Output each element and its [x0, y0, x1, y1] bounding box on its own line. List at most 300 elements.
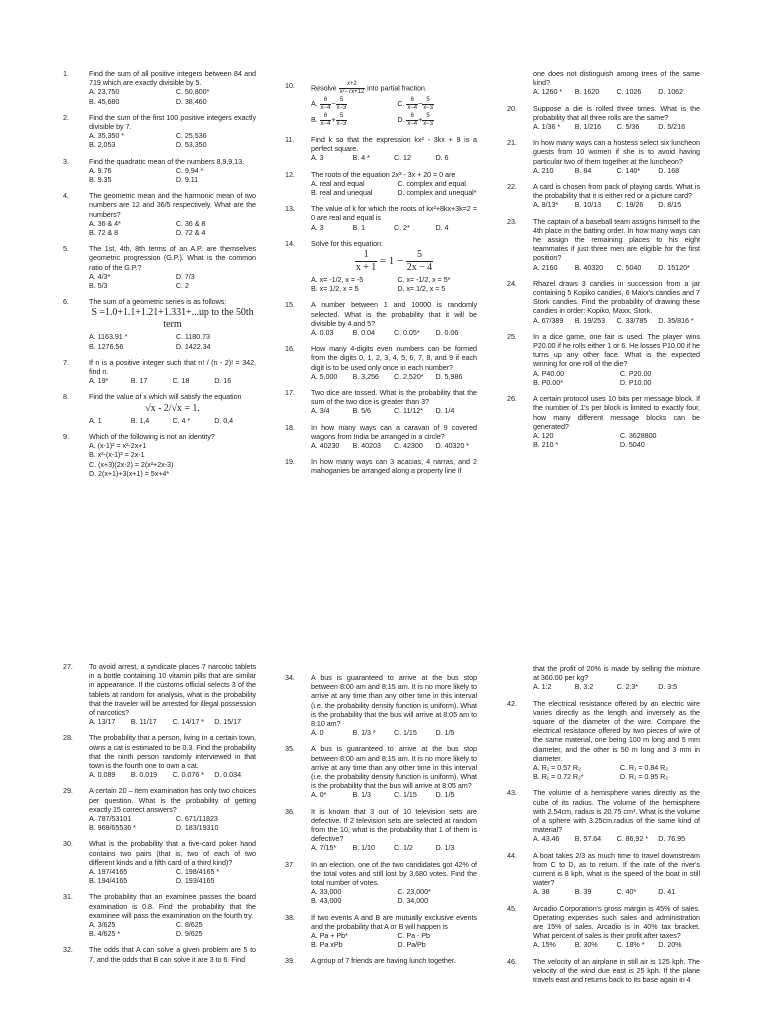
question-text: In how many ways can a hostess select six luncheon guests from 10 women if she is to avoid having particular two of them together at the luncheon? [533, 138, 700, 166]
answer-option: B. 194/4165 [89, 876, 128, 886]
question-number: 39. [285, 956, 295, 966]
answer-option: D. 35/816 * [658, 315, 694, 325]
question-text: A certain 20 – item examination has only two choices per question. What is the probability of getting exactly 15 correct answers? [89, 786, 256, 814]
answer-options [89, 166, 256, 184]
answer-option: B. 5/3 [89, 281, 108, 291]
equation: $\frac{1}{x + 1}$ = 1 − $\frac{5}{2x - 4}$ [355, 249, 433, 274]
question-number: 17. [285, 388, 295, 398]
question-item [507, 394, 700, 450]
answer-option: B. real and unequal [311, 188, 373, 198]
question-item [285, 912, 477, 950]
answer-option: C. R₁ = 0.84 R₂ [619, 763, 669, 773]
answer-option: C. 86.92 * [616, 834, 648, 844]
answer-options [533, 200, 700, 209]
answer-option: D. 1/3 [435, 843, 455, 853]
question-text: To avoid arrest, a syndicate places 7 narcotic tablets in a bottle containing 10 vitamin pills that are similar in appearance. If the customs official selects 3 of the tablets at random for analysis, what is the probability that the traveler will be arrested for illegal possession of narcotics? [89, 662, 256, 718]
answer-options [533, 263, 700, 272]
question-number: 43. [507, 788, 517, 798]
question-item [285, 673, 477, 738]
question-item [285, 422, 477, 451]
question-text: The value of k for which the roots of kx²+8kx+3k=2 = 0 are real and equal is [311, 204, 477, 223]
answer-option: B. 1,4 [130, 415, 150, 425]
answer-options [311, 179, 477, 197]
question-item [285, 81, 477, 128]
question-text: A card is chosen from pack of playing cards. What is the probability that it is either red or a picture card? [533, 182, 700, 201]
answer-option: C. 5040 [616, 262, 642, 272]
answer-option: B. 3:2 [574, 682, 594, 692]
answer-option: C. 14/17 * [172, 717, 204, 727]
answer-option: D. 5,986 [435, 371, 463, 381]
answer-option: D. complex and unequal* [397, 188, 477, 198]
question-item [533, 664, 700, 692]
answer-option: D. 53,350 [175, 140, 207, 150]
fraction: $\frac{6}{x-4}$ [407, 112, 418, 127]
answer-option: C. 1180.73 [175, 332, 210, 342]
answer-option: C. 11/12* [394, 406, 423, 416]
answer-option: B. 969/65536 * [89, 823, 136, 833]
question-number: 30. [63, 839, 73, 849]
answer-option: B. 30% [574, 940, 598, 950]
question-text: It is known that 3 out of 10 television sets are defective. If 2 television sets are selected at random from the 10, what is the probability that 1 of them is defective? [311, 806, 477, 844]
question-item [285, 806, 477, 853]
answer-option: C. $\frac{6}{x-4}$ − $\frac{5}{x-3}$ [397, 96, 433, 111]
answer-option: D. 5/216 [658, 122, 686, 132]
answer-option: B. 1/10 [352, 843, 375, 853]
question-text: The velocity of an airplane in still air is 125 kph. The velocity of the wind due east is 25 kph. If the plane travels east and returns back to its base again in 4 [533, 956, 700, 985]
answer-option: C. 18% * [616, 940, 645, 950]
answer-option: C. 5/36 [616, 122, 640, 132]
answer-option: D. $\frac{6}{x-4}$ + $\frac{5}{x-3}$ [397, 112, 433, 127]
question-item [285, 956, 477, 966]
answer-option: A. Pa + Pb* [311, 931, 348, 941]
answer-option: A. 3 [311, 153, 324, 163]
answer-option: D. 15/17 [214, 717, 242, 727]
question-number: 23. [507, 216, 517, 226]
question-number: 14. [285, 238, 295, 248]
question-text: Solve for this equation: [311, 238, 383, 248]
question-item [63, 733, 256, 780]
fraction: $\frac{5}{x-3}$ [336, 96, 347, 111]
answer-option: C. 3628800 [619, 430, 657, 440]
question-text: Find k so that the expression kx² - 3kx + 9 is a perfect square. [311, 135, 477, 154]
answer-option: B. 43,000 [311, 896, 342, 906]
answer-option: B. 1620 [574, 87, 600, 97]
answer-option: A. 23,750 [89, 87, 120, 97]
answer-option: D. 168 [658, 165, 680, 175]
answer-option: C. 1/15 [394, 790, 417, 800]
answer-option: A. 67/389 [533, 315, 564, 325]
answer-option: A. 40230 [311, 441, 340, 451]
question-item [63, 786, 256, 833]
answer-option: C. 1/15 [394, 728, 417, 738]
question-number: 2. [63, 112, 69, 122]
answer-option: D. 7/3 [175, 271, 195, 281]
equation: √x - 2/√x = 1. [145, 402, 200, 414]
question-item [63, 839, 256, 886]
question-number: 10. [285, 81, 295, 90]
fraction: $\frac{5}{x-3}$ [423, 96, 433, 111]
answer-options [89, 376, 256, 385]
answer-option: C. 19/26 [616, 200, 644, 210]
answer-option: B. 19/253 [574, 315, 606, 325]
question-text: If n is a positive integer such that n! / (n - 2)! = 342, find n. [89, 357, 256, 377]
question-text: Which of the following is not an identity? [89, 431, 215, 441]
question-number: 28. [63, 733, 73, 743]
answer-option: B. 0.04 [352, 328, 375, 338]
question-item [63, 156, 256, 185]
answer-options [533, 940, 700, 949]
answer-option: D. 15120* [658, 262, 690, 272]
question-number: 45. [507, 903, 517, 913]
answer-option: C. 0.076 * [172, 770, 204, 780]
answer-option: D. 5040 [619, 440, 645, 450]
question-item [63, 244, 256, 291]
answer-options [533, 763, 700, 781]
answer-option: A. 210 [533, 165, 554, 175]
question-number: 29. [63, 786, 73, 796]
answer-options [311, 728, 477, 737]
answer-option-label: B. [311, 115, 318, 124]
answer-option: A. x= -1/2, x = -5 [311, 275, 364, 285]
answer-option: C. 33/785 [616, 315, 648, 325]
question-text: How many 4-digits even numbers can be formed from the digits 0, 1, 2, 3, 4, 5, 6, 7, 8, and 9 if each digit is to be used only once in each number? [311, 344, 477, 372]
answer-option: A. 197/4165 [89, 867, 128, 877]
question-text: A bus is guaranteed to arrive at the bus stop between 8:00 am and 8:15 am. It is no more likely to arrive at any time than any other time in this interval (i.e. the probability density function is uniform). What is the probability that the bus will arrive at 8:05 am? [311, 744, 477, 791]
question-number: 37. [285, 859, 295, 869]
answer-option: B. 2,053 [89, 140, 116, 150]
answer-option: A. 1 [89, 415, 102, 425]
fraction: $\frac{5}{x-3}$ [423, 112, 433, 127]
top-column-3 [507, 69, 701, 456]
answer-option: C. 0.05* [394, 328, 420, 338]
answer-option: A. 36 & 4* [89, 218, 121, 228]
question-item [507, 103, 700, 132]
question-text: Resolve [311, 83, 337, 93]
question-text: Two dice are tossed. What is the probability that the sum of the two dice is greater than 3? [311, 388, 477, 407]
question-text: The electrical resistance offered by an electric wire varies directly as the length and inversely as the square of the diameter of the wire. Compare the electrical resistance offered by two pieces of wire of the same material, one being 100 m long and 5 mm diameter, and the other is 50 m long and 3 mm in diameter. [533, 698, 700, 763]
answer-option: D. x= 1/2, x = 5 [397, 284, 446, 294]
question-item [63, 662, 256, 727]
question-number: 19. [285, 457, 295, 467]
question-item [285, 300, 477, 338]
answer-option: D. 0,4 [214, 415, 234, 425]
answer-options [311, 328, 477, 337]
question-number: 24. [507, 278, 517, 288]
question-text [311, 81, 477, 96]
answer-option: A. 33,000 [311, 887, 342, 897]
question-number: 31. [63, 892, 73, 902]
question-item [285, 169, 477, 198]
answer-option: B. 84 [574, 165, 592, 175]
question-number: 36. [285, 806, 295, 816]
question-item [285, 744, 477, 800]
question-text: A certain protocol uses 10 bits per message block. If the number of 1's per block is limited to exactly four, how many different message blocks can be generated? [533, 394, 700, 431]
answer-options [89, 717, 256, 726]
question-item [63, 357, 256, 386]
answer-option: B. $\frac{6}{x-4}$ + $\frac{5}{x-3}$ [311, 112, 347, 127]
question-number: 32. [63, 945, 73, 955]
answer-option: C. 1026 [616, 87, 642, 97]
answer-option: A. 787/53101 [89, 814, 132, 824]
answer-option: B. 11/17 [130, 717, 157, 727]
question-number: 38. [285, 912, 295, 922]
answer-option: D. 3:5 [658, 682, 678, 692]
question-text: A boat takes 2/3 as much time to travel downstream from C to D, as to return. If the rate of the river's current is 8 kph, what is the speed of the boat in still water? [533, 850, 700, 888]
answer-option: A. 15% [533, 940, 556, 950]
answer-options [311, 406, 477, 415]
answer-option: B. 40320 [574, 262, 604, 272]
answer-options [89, 272, 256, 290]
answer-option: D. 41 [658, 887, 676, 897]
answer-options [533, 369, 700, 387]
answer-option: A. 2160 [533, 262, 558, 272]
answer-option: B. 5/6 [352, 406, 371, 416]
question-text: The captain of a baseball team assigns himself to the 4th place in the batting order. In how many ways can he assign the remaining places to his eight teammates if just three men are eligible for the first position? [533, 216, 700, 263]
question-text: In how many ways can 3 acacias, 4 narras, and 2 mahoganies be arranged along a property line if [311, 457, 477, 476]
answer-options [89, 867, 256, 885]
question-item [63, 69, 256, 106]
top-column-1 [63, 69, 256, 485]
fraction: $\frac{x+2}{\text{x²−7x+12}}$ [339, 81, 365, 95]
answer-option: A. 3/625 [89, 920, 116, 930]
question-number: 12. [285, 169, 295, 179]
answer-option: B. 9.35 [89, 175, 112, 185]
answer-option-label: C. [397, 99, 405, 108]
question-text: In an election, one of the two candidates got 42% of the total votes and still lost by 3,680 votes. Find the total number of votes. [311, 859, 477, 888]
answer-option: B. P0.00* [533, 377, 563, 387]
answer-option: A. 0.03 [311, 328, 334, 338]
answer-options [89, 920, 256, 938]
answer-options [89, 131, 256, 149]
answer-option: D. 1/5 [435, 728, 455, 738]
answer-option: D. 1/4 [435, 406, 455, 416]
question-text: one does not distinguish among trees of the same kind? [533, 69, 700, 88]
answer-options [311, 372, 477, 381]
answer-option: A. 1:2 [533, 682, 552, 692]
answer-option: B. 45,680 [89, 96, 120, 106]
answer-option: D. 8/15 [658, 200, 682, 210]
answer-option: C. 12 [394, 153, 411, 163]
question-text: The probability that a person, living in a certain town, owns a cat is estimated to be 0.3. Find the probability that the ninth person randomly interviewed in that town is the fourth one to own a cat. [89, 733, 256, 771]
answer-options [533, 87, 700, 96]
answer-option: B. 1/216 [574, 122, 602, 132]
question-number: 46. [507, 956, 517, 966]
answer-option: D. 34,000 [397, 896, 429, 906]
question-number: 6. [63, 297, 69, 307]
question-text: Rhazel draws 3 candies in succession from a jar containing 5 Kopiko candies, 6 Maxx's candies and 7 Stork candies. Find the probability of drawing these candies in order: Kopiko, Maxx, Stork. [533, 278, 700, 316]
answer-option: A. 0.089 [89, 770, 116, 780]
answer-option: A. 19* [89, 376, 109, 386]
question-number: 11. [285, 135, 295, 144]
answer-option: C. 2* [394, 222, 410, 232]
question-number: 15. [285, 300, 295, 310]
answer-options [311, 790, 477, 799]
question-number: 4. [63, 191, 69, 201]
question-item [285, 204, 477, 232]
answer-option: A. $\frac{6}{x-4}$ − $\frac{5}{x-3}$ [311, 96, 347, 111]
answer-options [89, 87, 256, 105]
question-text: In a dice game, one fair is used. The player wins P20.00 if he rolls either 1 or 6. He losses P10.00 if he turns up any other face. What is the expected winning for one roll of the die? [533, 331, 701, 369]
question-text: Suppose a die is rolled three times. What is the probability that all three rolls are the same? [533, 103, 700, 122]
fraction: $\frac{1}{x + 1}$ [355, 249, 377, 274]
question-number: 22. [507, 182, 517, 192]
question-number: 44. [507, 850, 517, 860]
answer-options [533, 682, 700, 691]
question-item [507, 278, 700, 325]
answer-option: D. 2(x+1)+3(x+1) = 5x+4* [89, 468, 170, 478]
answer-option: A. R₁ = 0.57 R₂ [533, 763, 581, 773]
answer-option: C. 42300 [394, 441, 423, 451]
question-text: Find the sum of all positive integers between 84 and 719 which are exactly divisible by 5. [89, 69, 256, 88]
answer-option: D. 1/5 [435, 790, 455, 800]
answer-option: B. 4/625 * [89, 929, 121, 939]
answer-option: A. 0* [311, 790, 327, 800]
answer-option: C. 1/2 [394, 843, 413, 853]
answer-option: B. 1 [352, 222, 366, 232]
answer-option: D. 9/625 [175, 929, 203, 939]
answer-option: D. 0.034 [214, 770, 242, 780]
question-text: The odds that A can solve a given problem are 5 to 7, and the odds that B can solve it are 3 to 6. Find [89, 945, 256, 964]
fraction: $\frac{6}{x-4}$ [407, 96, 418, 111]
answer-option: B. 72 & 8 [89, 228, 119, 238]
answer-option: D. 72 & 4 [175, 228, 206, 238]
answer-option: A. 120 [533, 430, 554, 440]
question-number: 21. [507, 138, 517, 148]
answer-option-label: D. [397, 115, 405, 124]
answer-option: C. 8/625 [175, 920, 203, 930]
answer-option: A. 1/36 * [533, 122, 561, 132]
answer-options [89, 219, 256, 237]
answer-option: C. 18 [172, 376, 190, 386]
answer-option: B. 210 * [533, 440, 559, 450]
question-item [507, 216, 700, 272]
question-text: If two events A and B are mutually exclusive events and the probability that A or B will happen is [311, 912, 477, 931]
question-number: 20. [507, 103, 517, 113]
answer-option: B. x²-(x-1)² = 2x-1 [89, 450, 145, 460]
answer-option: B. 40203 [352, 441, 381, 451]
answer-option: B. 0.019 [130, 770, 158, 780]
answer-option: D. 193/4165 [175, 876, 215, 886]
question-item [507, 138, 700, 175]
question-item [507, 698, 700, 782]
top-column-2 [285, 81, 477, 483]
question-text: The volume of a hemisphere varies directly as the cube of its radius. The volume of the hemisphere with 2.54cm, radius is 20.75 cm³. What is the volume of a sphere with 3.25cm.radius of the same kind of material? [533, 788, 700, 835]
answer-options [533, 316, 700, 325]
question-item [285, 859, 477, 906]
answer-option: A. 9.76 [89, 165, 112, 175]
question-item [285, 135, 477, 163]
question-text: The geometric mean and the harmonic mean of two numbers are 12 and 36/5 respectively. What are the numbers? [89, 191, 256, 219]
answer-options [89, 416, 256, 425]
answer-options [533, 431, 700, 449]
answer-option: C. complex and equal [397, 178, 466, 188]
fraction: $\frac{5}{x-3}$ [336, 112, 347, 127]
question-text: The roots of the equation 2x² - 3x + 20 = 0 are [311, 169, 456, 179]
answer-options [311, 441, 477, 450]
answer-option: A. real and equal [311, 178, 365, 188]
answer-option: D. 38,460 [175, 96, 207, 106]
question-number: 9. [63, 431, 69, 441]
question-number: 1. [63, 69, 69, 78]
answer-options [311, 931, 477, 949]
answer-option: C. x= -1/2, x = 5* [397, 275, 451, 285]
answer-option: B. x= 1/2, x = 5 [311, 284, 359, 294]
answer-options [311, 275, 477, 293]
answer-option: D. 20% [658, 940, 682, 950]
answer-option: D. 183/19310 [175, 823, 219, 833]
question-item [63, 112, 256, 150]
answer-option: B. R₁ = 0.72 R₂* [533, 772, 584, 782]
answer-option: C. 4 * [172, 415, 191, 425]
answer-option: A. 1260 * [533, 87, 563, 97]
question-text: Find the quadratic mean of the numbers 8,9,9,13. [89, 156, 245, 166]
question-number: 26. [507, 394, 517, 404]
answer-option: C. 2,520* [394, 371, 424, 381]
question-item [285, 457, 477, 476]
answer-option: C. 36 & 8 [175, 218, 206, 228]
question-text: A bus is guaranteed to arrive at the bus stop between 8:00 am and 8:15 am. It is no more likely to arrive at any time than any other time in this interval (i.e. the probability density function is uniform). What is the probability that the bus will arrive at 8:05 am to 8:10 am? [311, 673, 477, 729]
answer-option: B. 4 * [352, 153, 370, 163]
answer-option: B. Pa xPb [311, 940, 343, 950]
question-number: 7. [63, 357, 69, 367]
answer-option: D. P10.00 [619, 377, 652, 387]
answer-option: C. (x+3)(2x-2) = 2(x²+2x-3) [89, 459, 174, 469]
answer-option: A. 5,000 [311, 371, 338, 381]
answer-option: D. 40320 * [435, 441, 469, 451]
question-item [507, 331, 701, 387]
question-number: 34. [285, 673, 295, 682]
answer-options [533, 122, 700, 131]
question-number: 42. [507, 698, 517, 708]
question-text: that the profit of 20% is made by selling the mixture at 360.00 per kg? [533, 664, 700, 683]
question-text: Find the value of x which will satisfy the equation [89, 392, 242, 402]
question-item [285, 238, 477, 294]
answer-option: A. 7/15* [311, 843, 337, 853]
answer-option: B. 1276.56 [89, 341, 124, 351]
question-item [285, 388, 477, 416]
question-item [63, 945, 256, 964]
answer-option: C. 9.94 * [175, 165, 204, 175]
question-item [533, 69, 700, 97]
question-number: 13. [285, 204, 295, 214]
answer-options [311, 153, 477, 162]
answer-option: B. 39 [574, 887, 592, 897]
answer-options [89, 332, 256, 350]
answer-option: A. 38 [533, 887, 550, 897]
answer-option: D. R₁ = 0.95 R₂ [619, 772, 669, 782]
question-number: 18. [285, 422, 295, 432]
answer-option: A. 43.46 [533, 834, 560, 844]
answer-option: D. 9.11 [175, 175, 199, 185]
question-number: 5. [63, 244, 69, 254]
answer-options [89, 814, 256, 832]
question-number: 3. [63, 156, 69, 166]
answer-option: D. 4 [435, 222, 449, 232]
answer-options [533, 887, 700, 896]
question-text: What is the probability that a five-card poker hand contains two pairs (that is, two of each of two different kinds and a fifth card of a third kind)? [89, 839, 256, 867]
question-item [507, 182, 700, 210]
answer-option: D. 6 [435, 153, 449, 163]
answer-option: B. 1/3 * [352, 728, 376, 738]
answer-option: A. 0 [311, 728, 324, 738]
answer-options [311, 843, 477, 852]
equation: S =1.0+1.1+1.21+1.331+...up to the 50th term [91, 307, 254, 331]
answer-option: C. 50,800* [175, 87, 210, 97]
question-text: The 1st, 4th, 8th terms of an A.P. are themselves geometric progression (G.P.). What is the common ratio of the G.P.? [89, 244, 256, 272]
question-text: The probability that an examinee passes the board examination is 0.8. Find the probability that the examinee will pass the examination on the fourth try. [89, 892, 256, 920]
bottom-column-3 [507, 664, 700, 991]
bottom-column-1 [63, 662, 256, 971]
